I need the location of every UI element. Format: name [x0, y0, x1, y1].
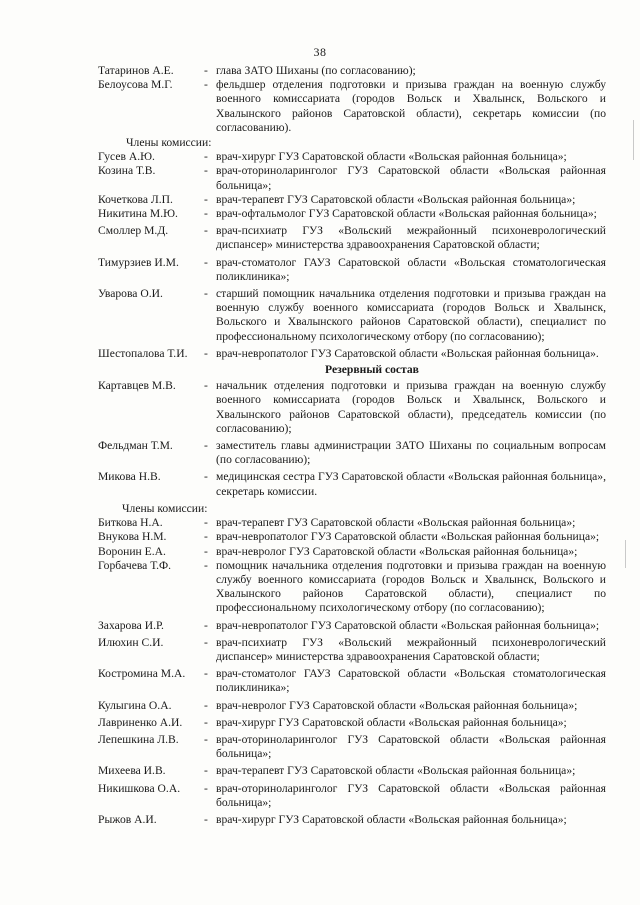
member-row [98, 699, 606, 713]
member-name: Лавриненко А.И. [98, 715, 183, 729]
member-role: врач-терапевт ГУЗ Саратовской области «Вольская районная больница»; [216, 192, 576, 206]
member-row [98, 813, 606, 827]
dash-separator: - [204, 732, 208, 746]
page-number: 38 [313, 45, 327, 59]
members-heading-main: Члены комиссии: [126, 136, 212, 150]
member-role: врач-оториноларинголог ГУЗ Саратовской области «Вольская районная больница»; [216, 732, 606, 761]
member-name: Тимурзиев И.М. [98, 255, 179, 269]
member-name: Смоллер М.Д. [98, 224, 169, 238]
member-role: врач-хирург ГУЗ Саратовской области «Вольская районная больница»; [216, 812, 567, 826]
dash-separator: - [204, 150, 208, 164]
member-role: врач-терапевт ГУЗ Саратовской области «Вольская районная больница»; [216, 764, 576, 778]
member-name: Воронин Е.А. [98, 544, 166, 558]
member-row [98, 470, 606, 498]
member-role: врач-невропатолог ГУЗ Саратовской области «Вольская районная больница»; [216, 530, 600, 544]
member-name: Кулыгина О.А. [98, 698, 172, 712]
dash-separator: - [204, 764, 208, 778]
member-role: старший помощник начальника отделения подготовки и призыва граждан на военную службу военного комиссариата (городов Вольск и Хвалынск, Вольского и Хвалынского районов Саратовской области), специалист по профессиональному психологическому отбору (по согласованию); [216, 287, 606, 343]
member-row [98, 667, 606, 695]
member-name: Рыжов А.И. [98, 812, 157, 826]
scan-artifact [625, 540, 626, 568]
member-name: Лепешкина Л.В. [98, 732, 179, 746]
member-role: врач-невролог ГУЗ Саратовской области «Вольская районная больница»; [216, 698, 578, 712]
dash-separator: - [204, 558, 208, 572]
dash-separator: - [204, 78, 208, 92]
member-role: медицинская сестра ГУЗ Саратовской области «Вольская районная больница», секретарь комиссии. [216, 470, 606, 498]
member-name: Белоусова М.Г. [98, 78, 173, 92]
dash-separator: - [204, 64, 208, 77]
member-row [98, 224, 606, 252]
member-row [98, 347, 606, 361]
dash-separator: - [204, 667, 208, 681]
member-name: Шестопалова Т.И. [98, 346, 188, 360]
member-role: врач-невролог ГУЗ Саратовской области «Вольская районная больница»; [216, 544, 578, 558]
dash-separator: - [204, 255, 208, 269]
member-name: Фельдман Т.М. [98, 439, 173, 453]
member-row [98, 287, 606, 344]
member-name: Микова Н.В. [98, 470, 161, 484]
member-row [98, 636, 606, 664]
main-members-list [98, 150, 606, 361]
member-name: Уварова О.И. [98, 287, 163, 301]
member-row [98, 193, 606, 207]
reserve-section-title: Резервный состав [325, 363, 419, 377]
member-row [98, 619, 606, 633]
member-role: врач-стоматолог ГАУЗ Саратовской области «Вольская стоматологическая поликлиника»; [216, 255, 606, 283]
member-row [98, 78, 606, 135]
reserve-members-list [98, 516, 606, 827]
member-name: Кочеткова Л.П. [98, 192, 173, 206]
member-role: врач-невропатолог ГУЗ Саратовской области «Вольская районная больница». [216, 346, 599, 360]
member-row [98, 733, 606, 761]
member-row [98, 439, 606, 467]
dash-separator: - [204, 781, 208, 795]
dash-separator: - [204, 470, 208, 484]
member-role: фельдшер отделения подготовки и призыва граждан на военную службу военного комиссариата (городов Вольск и Хвалынск, Вольского и Хвалынского районов Саратовской области), секретарь комиссии (по согласованию). [216, 78, 606, 134]
member-row [98, 207, 606, 221]
member-role: врач-невропатолог ГУЗ Саратовской области «Вольская районная больница»; [216, 618, 600, 632]
member-name: Костромина М.А. [98, 667, 186, 681]
dash-separator: - [204, 715, 208, 729]
dash-separator: - [204, 439, 208, 453]
member-name: Михеева И.В. [98, 764, 166, 778]
member-role: врач-оториноларинголог ГУЗ Саратовской области «Вольская районная больница»; [216, 781, 606, 809]
member-name: Внукова Н.М. [98, 530, 167, 544]
member-row [98, 764, 606, 778]
member-role: глава ЗАТО Шиханы (по согласованию); [216, 64, 416, 77]
member-name: Гусев А.Ю. [98, 150, 155, 164]
member-role: начальник отделения подготовки и призыва граждан на военную службу военного комиссариата (городов Вольск и Хвалынск, Вольского и Хвалынского районов Саратовской области), председатель комиссии (по согласованию); [216, 379, 606, 435]
member-role: врач-стоматолог ГАУЗ Саратовской области «Вольская стоматологическая поликлиника»; [216, 667, 606, 695]
member-name: Горбачева Т.Ф. [98, 558, 172, 572]
members-heading-reserve: Члены комиссии: [122, 501, 208, 515]
dash-separator: - [204, 379, 208, 393]
member-row [98, 516, 606, 530]
member-role: врач-психиатр ГУЗ «Вольский межрайонный психоневрологический диспансер» министерства здравоохранения Саратовской области; [216, 224, 606, 252]
member-name: Захарова И.Р. [98, 618, 164, 632]
member-name: Никишкова О.А. [98, 781, 181, 795]
member-role: врач-офтальмолог ГУЗ Саратовской области «Вольская районная больница»; [216, 207, 597, 221]
dash-separator: - [204, 287, 208, 301]
dash-separator: - [204, 192, 208, 206]
member-role: врач-хирург ГУЗ Саратовской области «Вольская районная больница»; [216, 715, 567, 729]
dash-separator: - [204, 207, 208, 221]
member-role: врач-психиатр ГУЗ «Вольский межрайонный психоневрологический диспансер» министерства здравоохранения Саратовской области; [216, 635, 606, 663]
member-name: Биткова Н.А. [98, 516, 163, 530]
member-row [98, 530, 606, 544]
dash-separator: - [204, 635, 208, 649]
member-row [98, 379, 606, 436]
top-members-list [98, 64, 606, 135]
member-row [98, 559, 606, 616]
member-name: Козина Т.В. [98, 164, 156, 178]
member-name: Татаринов А.Е. [98, 64, 174, 77]
dash-separator: - [204, 544, 208, 558]
member-name: Илюхин С.И. [98, 635, 164, 649]
dash-separator: - [204, 224, 208, 238]
dash-separator: - [204, 812, 208, 826]
member-role: помощник начальника отделения подготовки и призыва граждан на военную службу военного комиссариата (городов Вольск и Хвалынск, Вольского и Хвалынского районов Саратовской области), специалист по профессиональному психологическому отбору (по согласованию); [216, 558, 606, 615]
member-row [98, 782, 606, 810]
member-role: врач-хирург ГУЗ Саратовской области «Вольская районная больница»; [216, 150, 567, 164]
member-row [98, 716, 606, 730]
dash-separator: - [204, 516, 208, 530]
member-row [98, 545, 606, 559]
dash-separator: - [204, 346, 208, 360]
reserve-leaders-list [98, 379, 606, 499]
dash-separator: - [204, 164, 208, 178]
member-role: врач-терапевт ГУЗ Саратовской области «Вольская районная больница»; [216, 516, 576, 530]
dash-separator: - [204, 530, 208, 544]
member-row [98, 256, 606, 284]
member-row [98, 64, 606, 78]
member-row [98, 164, 606, 192]
dash-separator: - [204, 618, 208, 632]
member-role: заместитель главы администрации ЗАТО Шиханы по социальным вопросам (по согласованию); [216, 439, 606, 467]
member-role: врач-оториноларинголог ГУЗ Саратовской области «Вольская районная больница»; [216, 164, 606, 192]
scan-artifact [633, 120, 634, 160]
member-name: Картавцев М.В. [98, 379, 176, 393]
member-name: Никитина М.Ю. [98, 207, 178, 221]
dash-separator: - [204, 698, 208, 712]
member-row [98, 150, 606, 164]
commission-list [98, 64, 606, 827]
